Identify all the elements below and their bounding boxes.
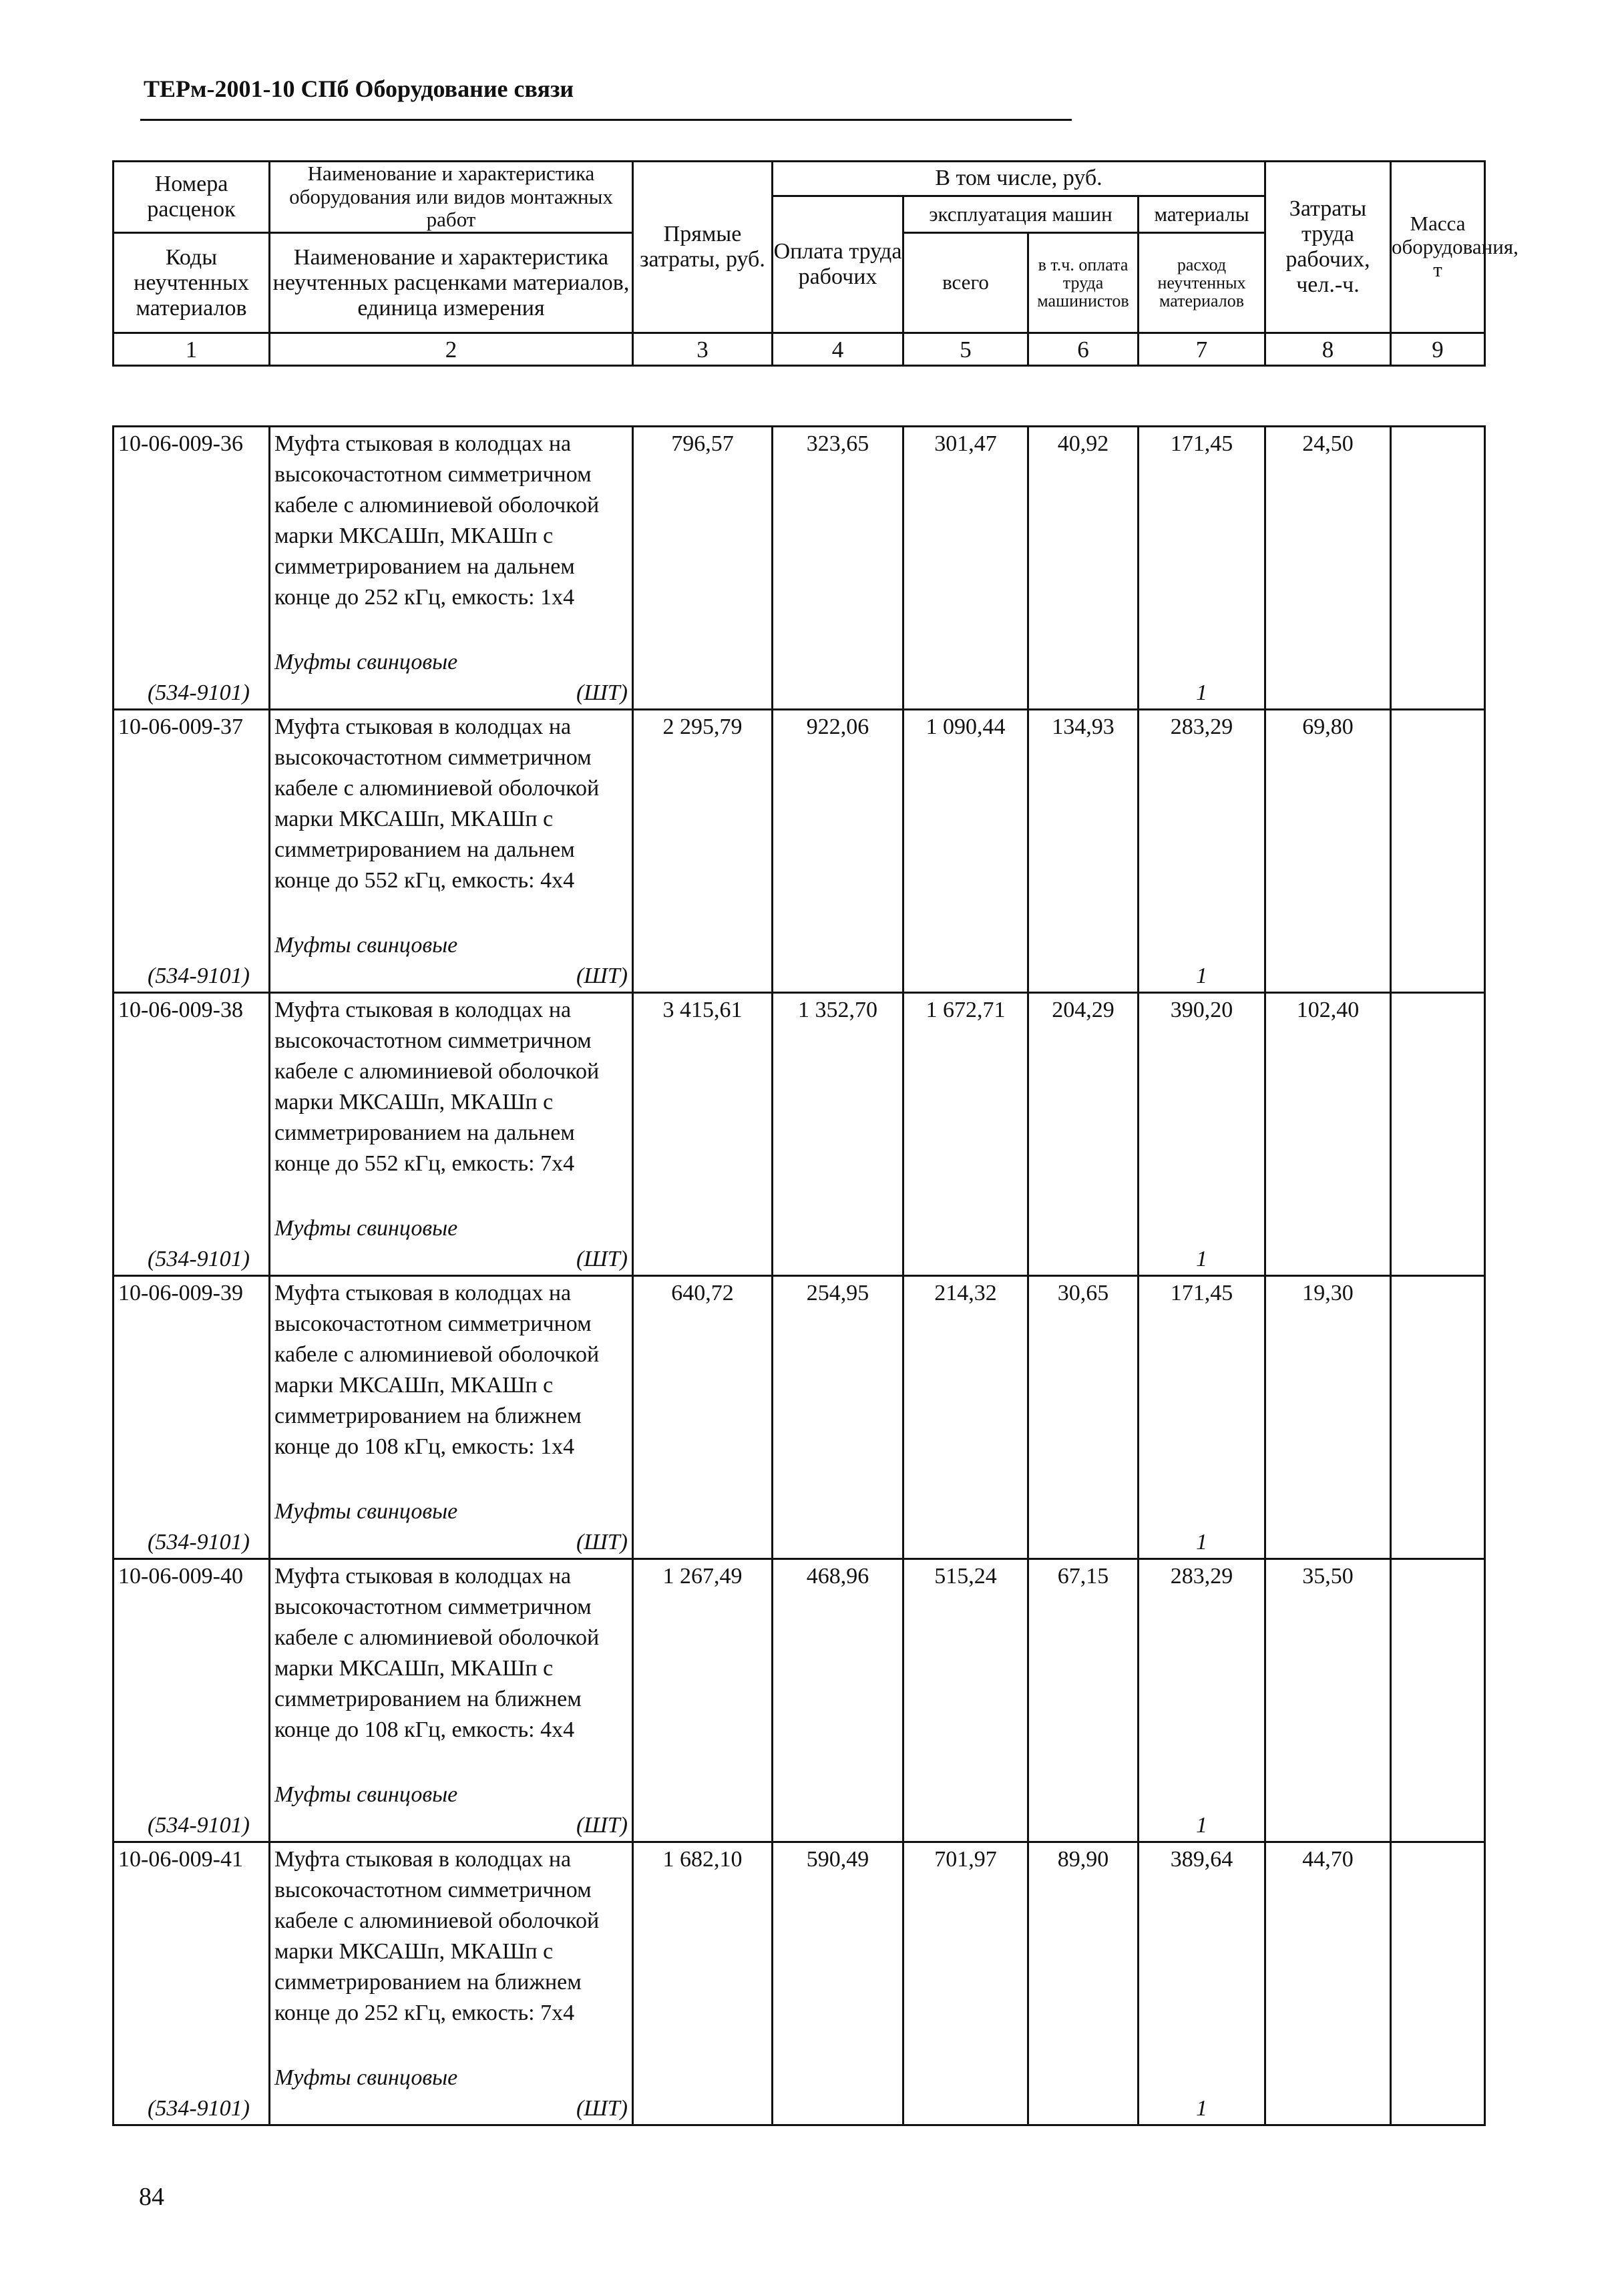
material-name: Муфты свинцовые (274, 1215, 458, 1241)
empty-cell (903, 647, 1028, 710)
work-description (270, 1559, 633, 1780)
material-name: Муфты свинцовые (274, 932, 458, 958)
header-machines-total: всего (903, 233, 1028, 333)
description-line: конце до 108 кГц, емкость: 1x4 (274, 1434, 575, 1459)
empty-cell (1028, 647, 1139, 710)
empty-cell (633, 930, 773, 993)
material-name: Муфты свинцовые (274, 1498, 458, 1524)
document-title: ТЕРм-2001-10 СПб Оборудование связи (144, 75, 574, 102)
direct-costs: 796,57 (633, 427, 773, 647)
material-description (270, 1780, 633, 1842)
empty-cell (1391, 2063, 1485, 2125)
header-rate-numbers: Номера расценок (114, 162, 270, 233)
header-materials: материалы (1139, 196, 1265, 233)
empty-cell (773, 2063, 903, 2125)
direct-costs: 3 415,61 (633, 993, 773, 1213)
column-number: 4 (773, 333, 903, 366)
worker-wages: 922,06 (773, 710, 903, 930)
labor-hours: 44,70 (1265, 1842, 1391, 2063)
description-line: марки МКСАШп, МКАШп с (274, 1373, 554, 1398)
empty-cell (1391, 647, 1485, 710)
empty-cell (1391, 1780, 1485, 1842)
column-number: 9 (1391, 333, 1485, 366)
description-line: кабеле с алюминиевой оболочкой (274, 1908, 600, 1933)
empty-cell (1265, 1496, 1391, 1559)
table-row (114, 1559, 1485, 1780)
empty-cell (633, 647, 773, 710)
description-line: симметрированием на ближнем (274, 1970, 582, 1995)
header-machine-operation: эксплуатация машин (903, 196, 1139, 233)
description-line: симметрированием на дальнем (274, 1120, 575, 1145)
table-row (114, 710, 1485, 930)
worker-wages: 468,96 (773, 1559, 903, 1780)
empty-cell (903, 1780, 1028, 1842)
material-code: (534-9101) (114, 1496, 270, 1559)
description-line: симметрированием на ближнем (274, 1687, 582, 1711)
header-material-codes: Коды неучтенных материалов (114, 233, 270, 333)
column-number: 7 (1139, 333, 1265, 366)
header-equipment-mass: Масса оборудования, т (1391, 162, 1485, 333)
table-row (114, 1842, 1485, 2063)
materials-cost: 389,64 (1139, 1842, 1265, 2063)
description-line: кабеле с алюминиевой оболочкой (274, 1059, 600, 1084)
empty-cell (1391, 930, 1485, 993)
machinist-wages: 134,93 (1028, 710, 1139, 930)
machinist-wages: 30,65 (1028, 1276, 1139, 1496)
description-line: марки МКСАШп, МКАШп с (274, 1090, 554, 1114)
description-line: кабеле с алюминиевой оболочкой (274, 1625, 600, 1650)
worker-wages: 1 352,70 (773, 993, 903, 1213)
empty-cell (633, 2063, 773, 2125)
description-line: кабеле с алюминиевой оболочкой (274, 1342, 600, 1367)
description-line: симметрированием на дальнем (274, 837, 575, 862)
description-line: высокочастотном симметричном (274, 462, 592, 487)
description-line: кабеле с алюминиевой оболочкой (274, 776, 600, 801)
work-description (270, 1276, 633, 1496)
labor-hours: 35,50 (1265, 1559, 1391, 1780)
equipment-mass (1391, 1559, 1485, 1780)
equipment-mass (1391, 993, 1485, 1213)
empty-cell (1028, 1780, 1139, 1842)
empty-cell (1265, 930, 1391, 993)
description-line: Муфта стыковая в колодцах на (274, 998, 572, 1022)
header-worker-wages: Оплата труда рабочих (773, 196, 903, 333)
machinist-wages: 204,29 (1028, 993, 1139, 1213)
material-quantity: 1 (1139, 1780, 1265, 1842)
description-line: конце до 252 кГц, емкость: 1x4 (274, 585, 575, 610)
machines-total: 214,32 (903, 1276, 1028, 1496)
material-row (114, 1780, 1485, 1842)
equipment-mass (1391, 710, 1485, 930)
materials-cost: 283,29 (1139, 710, 1265, 930)
material-unit: (ШТ) (576, 1529, 628, 1555)
material-code: (534-9101) (114, 647, 270, 710)
materials-cost: 171,45 (1139, 427, 1265, 647)
direct-costs: 1 682,10 (633, 1842, 773, 2063)
empty-cell (1391, 1213, 1485, 1276)
column-number: 8 (1265, 333, 1391, 366)
equipment-mass (1391, 1842, 1485, 2063)
material-row (114, 1496, 1485, 1559)
equipment-mass (1391, 427, 1485, 647)
page-number: 84 (139, 2183, 164, 2211)
machinist-wages: 89,90 (1028, 1842, 1139, 2063)
description-line: марки МКСАШп, МКАШп с (274, 807, 554, 831)
material-description (270, 2063, 633, 2125)
description-line: Муфта стыковая в колодцах на (274, 1281, 572, 1305)
material-row (114, 1213, 1485, 1276)
material-description (270, 930, 633, 993)
description-line: Муфта стыковая в колодцах на (274, 1564, 572, 1589)
rate-code: 10-06-009-36 (114, 427, 270, 647)
material-unit: (ШТ) (576, 2095, 628, 2121)
material-description (270, 1496, 633, 1559)
materials-cost: 283,29 (1139, 1559, 1265, 1780)
table-row (114, 427, 1485, 647)
description-line: конце до 252 кГц, емкость: 7x4 (274, 2001, 575, 2025)
column-number: 2 (270, 333, 633, 366)
work-description (270, 1842, 633, 2063)
material-quantity: 1 (1139, 930, 1265, 993)
empty-cell (903, 1496, 1028, 1559)
description-line: высокочастотном симметричном (274, 745, 592, 770)
header-direct-costs: Прямые затраты, руб. (633, 162, 773, 333)
description-line: Муфта стыковая в колодцах на (274, 1847, 572, 1872)
material-code: (534-9101) (114, 1780, 270, 1842)
machinist-wages: 67,15 (1028, 1559, 1139, 1780)
header-material-description: Наименование и характеристика неучтенных расценками материалов, единица измерения (270, 233, 633, 333)
material-quantity: 1 (1139, 1496, 1265, 1559)
work-description (270, 993, 633, 1213)
machines-total: 301,47 (903, 427, 1028, 647)
description-line: конце до 552 кГц, емкость: 7x4 (274, 1151, 575, 1176)
machines-total: 1 090,44 (903, 710, 1028, 930)
material-quantity: 1 (1139, 647, 1265, 710)
description-line: симметрированием на дальнем (274, 554, 575, 579)
header-work-description: Наименование и характеристика оборудования или видов монтажных работ (270, 162, 633, 233)
direct-costs: 2 295,79 (633, 710, 773, 930)
material-row (114, 930, 1485, 993)
material-unit: (ШТ) (576, 1246, 628, 1271)
rate-code: 10-06-009-37 (114, 710, 270, 930)
material-quantity: 1 (1139, 1213, 1265, 1276)
empty-cell (1265, 1780, 1391, 1842)
table-row (114, 993, 1485, 1213)
header-labor-hours: Затраты труда рабочих, чел.-ч. (1265, 162, 1391, 333)
description-line: Муфта стыковая в колодцах на (274, 714, 572, 739)
material-code: (534-9101) (114, 2063, 270, 2125)
description-line: марки МКСАШп, МКАШп с (274, 1656, 554, 1681)
material-row (114, 2063, 1485, 2125)
empty-cell (1265, 647, 1391, 710)
material-unit: (ШТ) (576, 963, 628, 988)
description-line: конце до 108 кГц, емкость: 4x4 (274, 1717, 575, 1742)
empty-cell (903, 930, 1028, 993)
description-line: высокочастотном симметричном (274, 1878, 592, 1902)
description-line: марки МКСАШп, МКАШп с (274, 524, 554, 548)
labor-hours: 102,40 (1265, 993, 1391, 1213)
description-line: высокочастотном симметричном (274, 1595, 592, 1619)
empty-cell (633, 1213, 773, 1276)
header-including: В том числе, руб. (773, 162, 1265, 196)
equipment-mass (1391, 1276, 1485, 1496)
labor-hours: 69,80 (1265, 710, 1391, 930)
empty-cell (773, 930, 903, 993)
direct-costs: 1 267,49 (633, 1559, 773, 1780)
material-name: Муфты свинцовые (274, 1782, 458, 1807)
rate-code: 10-06-009-40 (114, 1559, 270, 1780)
table-header (112, 160, 1518, 367)
empty-cell (633, 1496, 773, 1559)
material-code: (534-9101) (114, 1213, 270, 1276)
material-unit: (ШТ) (576, 1812, 628, 1838)
header-unaccounted-materials: расход неучтенных материалов (1139, 233, 1265, 333)
empty-cell (1028, 930, 1139, 993)
empty-cell (773, 1496, 903, 1559)
work-description (270, 427, 633, 647)
labor-hours: 24,50 (1265, 427, 1391, 647)
materials-cost: 171,45 (1139, 1276, 1265, 1496)
column-number: 3 (633, 333, 773, 366)
empty-cell (1391, 1496, 1485, 1559)
worker-wages: 254,95 (773, 1276, 903, 1496)
empty-cell (773, 647, 903, 710)
rate-code: 10-06-009-38 (114, 993, 270, 1213)
machines-total: 701,97 (903, 1842, 1028, 2063)
empty-cell (1028, 1496, 1139, 1559)
empty-cell (903, 1213, 1028, 1276)
column-number: 1 (114, 333, 270, 366)
description-line: Муфта стыковая в колодцах на (274, 431, 572, 456)
description-line: симметрированием на ближнем (274, 1404, 582, 1428)
empty-cell (903, 2063, 1028, 2125)
material-row (114, 647, 1485, 710)
empty-cell (1028, 1213, 1139, 1276)
material-description (270, 647, 633, 710)
rates-table (112, 425, 1486, 2126)
worker-wages: 590,49 (773, 1842, 903, 2063)
empty-cell (773, 1213, 903, 1276)
rate-code: 10-06-009-41 (114, 1842, 270, 2063)
empty-cell (1265, 2063, 1391, 2125)
description-line: марки МКСАШп, МКАШп с (274, 1939, 554, 1964)
work-description (270, 710, 633, 930)
rate-code: 10-06-009-39 (114, 1276, 270, 1496)
material-name: Муфты свинцовые (274, 2065, 458, 2090)
table-row (114, 1276, 1485, 1496)
description-line: конце до 552 кГц, емкость: 4x4 (274, 868, 575, 893)
column-number: 5 (903, 333, 1028, 366)
material-code: (534-9101) (114, 930, 270, 993)
empty-cell (1028, 2063, 1139, 2125)
machinist-wages: 40,92 (1028, 427, 1139, 647)
header-machinist-wages: в т.ч. оплата труда машинистов (1028, 233, 1139, 333)
description-line: высокочастотном симметричном (274, 1311, 592, 1336)
empty-cell (773, 1780, 903, 1842)
materials-cost: 390,20 (1139, 993, 1265, 1213)
material-name: Муфты свинцовые (274, 649, 458, 674)
empty-cell (633, 1780, 773, 1842)
description-line: кабеле с алюминиевой оболочкой (274, 493, 600, 518)
material-description (270, 1213, 633, 1276)
machines-total: 1 672,71 (903, 993, 1028, 1213)
empty-cell (1265, 1213, 1391, 1276)
description-line: высокочастотном симметричном (274, 1028, 592, 1053)
column-number: 6 (1028, 333, 1139, 366)
worker-wages: 323,65 (773, 427, 903, 647)
labor-hours: 19,30 (1265, 1276, 1391, 1496)
direct-costs: 640,72 (633, 1276, 773, 1496)
material-unit: (ШТ) (576, 680, 628, 705)
title-underline (140, 119, 1072, 121)
material-quantity: 1 (1139, 2063, 1265, 2125)
machines-total: 515,24 (903, 1559, 1028, 1780)
